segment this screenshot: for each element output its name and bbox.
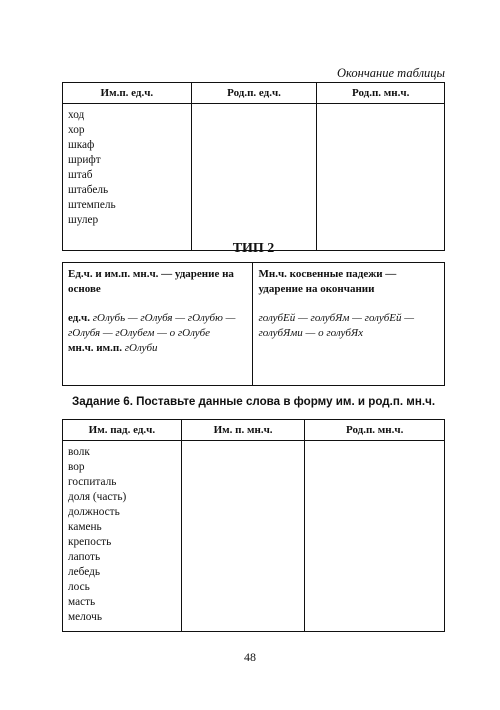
column-header: Им. пад. ед.ч. xyxy=(63,420,182,441)
word-item: лебедь xyxy=(68,566,101,578)
word-item: госпиталь xyxy=(68,476,117,488)
stem-stress-example xyxy=(68,311,248,356)
word-list-cell xyxy=(63,441,182,632)
word-item: шрифт xyxy=(68,154,101,166)
ending-stress-header: Мн.ч. косвенные падежи — ударение на окончании xyxy=(258,268,397,295)
word-item: хор xyxy=(68,124,85,136)
plural-label: мн.ч. им.п. xyxy=(68,342,122,354)
column-header: Им.п. ед.ч. xyxy=(63,83,192,104)
plural-form: гОлуби xyxy=(124,342,158,354)
column-header: Род.п. мн.ч. xyxy=(305,420,445,441)
word-list xyxy=(63,441,181,625)
word-item: крепость xyxy=(68,536,112,548)
word-item: лось xyxy=(68,581,90,593)
singular-forms: гОлубь — гОлубя — гОлубю — гОлубя — гОлубем — о гОлубе xyxy=(68,312,236,339)
word-item: масть xyxy=(68,596,96,608)
singular-label: ед.ч. xyxy=(68,312,91,324)
column-header: Род.п. мн.ч. xyxy=(317,83,445,104)
word-item: мелочь xyxy=(68,611,102,623)
answer-cell[interactable] xyxy=(181,441,305,632)
word-item: шулер xyxy=(68,214,99,226)
type-2-heading: ТИП 2 xyxy=(232,241,275,256)
plural-oblique-forms: голубЕй — голубЯм — голубЕй — голубЯми — о голубЯх xyxy=(258,312,414,339)
answer-cell[interactable] xyxy=(317,104,445,251)
ending-stress-example xyxy=(258,311,440,341)
word-item: штабель xyxy=(68,184,109,196)
task-6-table xyxy=(62,419,445,632)
ending-stress-cell xyxy=(253,263,445,386)
nouns-table-1 xyxy=(62,82,445,251)
task-6-instruction: Задание 6. Поставьте данные слова в форму им. и род.п. мн.ч. xyxy=(71,395,436,408)
word-item: ход xyxy=(68,109,85,121)
word-item: лапоть xyxy=(68,551,101,563)
column-header: Им. п. мн.ч. xyxy=(181,420,305,441)
answer-cell[interactable] xyxy=(305,441,445,632)
word-list xyxy=(63,104,191,228)
stem-stress-header: Ед.ч. и им.п. мн.ч. — ударение на основе xyxy=(68,268,234,295)
word-item: должность xyxy=(68,506,120,518)
column-header: Род.п. ед.ч. xyxy=(191,83,317,104)
word-item: штемпель xyxy=(68,199,116,211)
word-item: камень xyxy=(68,521,102,533)
word-item: штаб xyxy=(68,169,93,181)
word-item: шкаф xyxy=(68,139,95,151)
page-number: 48 xyxy=(244,650,256,664)
word-item: волк xyxy=(68,446,90,458)
word-item: вор xyxy=(68,461,85,473)
word-item: доля (часть) xyxy=(68,491,127,503)
table-continuation-caption: Окончание таблицы xyxy=(336,66,445,80)
stress-type-2-table xyxy=(62,262,445,386)
word-list-cell xyxy=(63,104,192,251)
answer-cell[interactable] xyxy=(191,104,317,251)
stem-stress-cell xyxy=(63,263,253,386)
